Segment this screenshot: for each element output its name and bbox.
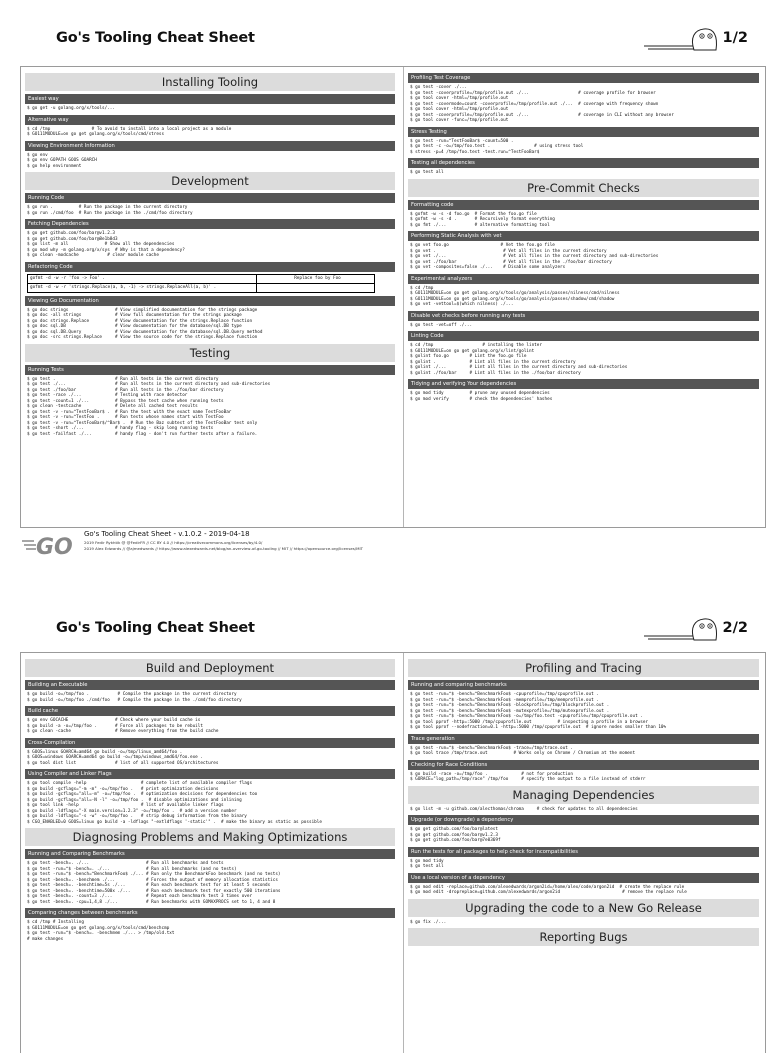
subsection-heading-refactoring-code: Refactoring Code xyxy=(25,262,395,272)
refactor-table xyxy=(27,274,375,293)
code-block: $ go test -run=^TestFooBar$ -count=500 . $ go test -c -o=/tmp/foo.test . # using stress tool $ stress -p=4 /tmp/foo.test -test.run=^TestFooBar$ xyxy=(410,138,584,155)
section-heading-development: Development xyxy=(25,172,395,190)
subsection-heading-experimental-analyzers: Experimental analyzers xyxy=(408,274,759,284)
page-number: 2/2 xyxy=(722,620,748,636)
section-heading-managing-dependencies: Managing Dependencies xyxy=(408,786,759,804)
subsection-heading-stress-testing: Stress Testing xyxy=(408,127,759,137)
right-column xyxy=(408,71,759,405)
go-logo-icon xyxy=(22,532,78,558)
table-cell-description: Replace foo by Foo xyxy=(294,275,341,281)
footer xyxy=(22,530,742,566)
subsection-heading-alternative-way: Alternative way xyxy=(25,115,395,125)
column-divider xyxy=(403,67,404,527)
left-column xyxy=(25,71,395,440)
code-block: $ go mod edit -replace=github.com/alexedwards/argon2id=/home/alex/code/argon2id # create the replace rule $ go mod edit -dropreplace=github.com/alexedwards/argon2id # remove the replace rule xyxy=(410,884,687,895)
code-block: $ go env $ go env GOPATH GOOS GOARCH $ go help environment xyxy=(27,152,97,169)
code-block: $ go run . # Run the package in the current directory $ go run ./cmd/foo # Run the package in the ./cmd/foo directory xyxy=(27,205,193,216)
footer-credit-2: 2019 Alex Edwards // @ajmedwards // https://www.alexedwards.net/blog/an-overview-of-go-tooling // MIT // https://opensource.org/licenses/MIT xyxy=(84,546,363,551)
page-number: 1/2 xyxy=(722,30,748,46)
gopher-icon xyxy=(644,26,724,52)
subsection-heading-build-cache: Build cache xyxy=(25,706,395,716)
column-divider xyxy=(403,653,404,1053)
subsection-heading-trace-generation: Trace generation xyxy=(408,734,759,744)
footer-title: Go's Tooling Cheat Sheet - v.1.0.2 - 2019-04-18 xyxy=(84,530,250,538)
subsection-heading-using-compiler-and-linker-flags: Using Compiler and Linker Flags xyxy=(25,769,395,779)
code-block: $ go list -m -u github.com/alecthomas/chroma # check for updates to all dependencies xyxy=(410,806,638,812)
code-block: $ go test -bench=. ./... # Run all benchmarks and tests $ go test -run=^$ -bench=. ./... # Run all benchmarks (and no tests) $ go test -run=^$ -bench=^BenchmarkFoo$ ./... # Run only the BenchmarkFoo benchmark (and no tests) $ go test -bench=. -benchmem ./... # Forces the output of memory allocation statistics $ go test -bench=. -benchtime=5s ./... # Run each benchmark test for at least 5 seconds $ go test -bench=. -benchtime=500x ./... # Run each benchmark test for exactly 500 iterations $ go test -bench=. -count=3 ./... # Repeat each benchmark test 3 times over $ go test -bench=. -cpu=1,4,8 ./... # Run benchmarks with GOMAXPROCS set to 1, 4 and 8 xyxy=(27,861,281,905)
code-block: $ go env GOCACHE # Check where your build cache is $ go build -a -o=/tmp/foo . # Force all packages to be rebuilt $ go clean -cache # Remove everything from the build cache xyxy=(27,718,219,734)
page-title: Go's Tooling Cheat Sheet xyxy=(56,30,255,46)
code-block: $ cd /tmp # installing the linter $ GO111MODULE=on go get golang.org/x/lint/golint $ golint foo.go # Lint the foo.go file $ golint . # Lint all files in the current directory $ golint ./... # Lint all files in the current directory and sub-directories $ golint ./foo/bar # Lint all files in the ./foo/bar directory xyxy=(410,343,628,376)
code-block: $ go vet foo.go # Vet the foo.go file $ go vet . # Vet all files in the current directory $ go vet ./... # Vet all files in the current directory and sub-directories $ go vet ./foo/bar # Vet all files in the ./foo/bar directory $ go vet -composites=false ./... # Disable some analyzers xyxy=(410,243,659,270)
footer-credit-1: 2019 Fedir Rykhtik @ @FedirFR // CC BY 4.0 // https://creativecommons.org/licenses/by/4.0/ xyxy=(84,540,263,545)
section-heading-diagnosing-problems-and-making-optimizat: Diagnosing Problems and Making Optimizations xyxy=(25,828,395,846)
code-block: $ go test -vet=off ./... xyxy=(410,322,473,328)
subsection-heading-formatting-code: Formatting code xyxy=(408,200,759,210)
code-block: $ go test . # Run all tests in the current directory $ go test ./... # Run all tests in the current directory and sub-directories $ go test ./foo/bar # Run all tests in the ./foo/bar directory $ go test -race ./... # Testing with race detector $ go test -count=1 ./... # Bypass the test cache when running tests $ go clean -testcache # Delete all cached test results $ go test -v -run=^TestFooBar$ . # Run the test with the exact name TestFooBar $ go test -v -run=^TestFoo . # Run tests whose names start with TestFoo $ go test -v -run=^TestFooBar$/^Bar$ . # Run the Baz subtest of the TestFooBar test only $ go test -short ./... # handy flag - skip long running tests $ go test -failfast ./... # handy flag - don't run further tests after a failure. xyxy=(27,376,271,437)
subsection-heading-running-and-comparing-benchmarks: Running and Comparing Benchmarks xyxy=(25,849,395,859)
svg-text:GO: GO xyxy=(36,535,73,558)
subsection-heading-cross-compilation: Cross-Compilation xyxy=(25,738,395,748)
table-row xyxy=(28,283,374,292)
code-block: $ go build -race -o=/tmp/foo . # not for production $ GORACE="log_path=/tmp/race" /tmp/foo # specify the output to a file instead of stderr xyxy=(410,771,646,782)
code-block: $ cd /tmp # Installing $ GO111MODULE=on go get golang.org/x/tools/cmd/benchcmp $ go test -run=^$ -bench=. -benchmem ./... > /tmp/old.txt # make changes xyxy=(27,920,175,942)
subsection-heading-easiest-way: Easiest way xyxy=(25,94,395,104)
subsection-heading-viewing-go-documentation: Viewing Go Documentation xyxy=(25,296,395,306)
subsection-heading-running-code: Running Code xyxy=(25,193,395,203)
subsection-heading-tidying-and-verifying-your-dependencies: Tidying and verifying Your dependencies xyxy=(408,379,759,389)
table-cell-command: gofmt -d -w -r 'foo -> Foo' . xyxy=(28,275,257,283)
code-block: $ go test -cover ./... $ go test -coverprofile=/tmp/profile.out ./... # coverage profile for browser $ go tool cover -html=/tmp/profile.out $ go test -covermode=count -coverprofile=/tmp/profile.out ./... # coverage with frequency shown $ go tool cover -html=/tmp/profile.out $ go test -coverprofile=/tmp/profile.out ./... # coverage in CLI without any browser $ go tool cover -func=/tmp/profile.out xyxy=(410,85,674,123)
code-block: $ go test -run=^$ -bench=^BenchmarkFoo$ -trace=/tmp/trace.out . $ go tool trace /tmp/trace.out # Works only on Chrome / Chromium at the moment xyxy=(410,745,636,756)
code-block: $ cd /tmp $ GO111MODULE=on go get golang.org/x/tools/go/analysis/passes/nilness/cmd/nilness $ GO111MODULE=on go get golang.org/x/tools/go/analysis/passes/shadow/cmd/shadow $ go vet -vettool=$(which nilness) ./... xyxy=(410,285,620,307)
code-block: $ go mod tidy $ go test all xyxy=(410,858,444,869)
code-block: $ go mod tidy # prune any unused dependencies $ go mod verify # check the dependencies' hashes xyxy=(410,391,553,402)
subsection-heading-run-the-tests-for-all-packages-to-help-c: Run the tests for all packages to help check for incompatibilities xyxy=(408,847,759,857)
subsection-heading-use-a-local-version-of-a-dependency: Use a local version of a dependency xyxy=(408,873,759,883)
subsection-heading-testing-all-dependencies: Testing all dependencies xyxy=(408,158,759,168)
section-heading-testing: Testing xyxy=(25,344,395,362)
code-block: $ gofmt -w -s -d foo.go # Format the foo.go file $ gofmt -w -s -d . # Recursively format everything $ go fmt ./... # alternative formatting tool xyxy=(410,211,555,228)
section-heading-upgrading-the-code-to-a-new-go-release: Upgrading the code to a New Go Release xyxy=(408,899,759,917)
subsection-heading-profiling-test-coverage: Profiling Test Coverage xyxy=(408,73,759,83)
code-block: $ go get github.com/foo/bar@latest $ go get github.com/foo/bar@v1.2.3 $ go get github.com/foo/bar@7e0369f xyxy=(410,827,501,843)
code-block: $ GOOS=linux GOARCH=amd64 go build -o=/tmp/linux_amd64/foo . $ GOOS=windows GOARCH=amd64 go build -o=/tmp/windows_amd64/foo.exe . $ go tool dist list # list of all supported OS/architectures xyxy=(27,749,219,766)
subsection-heading-running-tests: Running Tests xyxy=(25,365,395,375)
subsection-heading-disable-vet-checks-before-running-any-te: Disable vet checks before running any tests xyxy=(408,311,759,321)
subsection-heading-comparing-changes-between-benchmarks: Comparing changes between benchmarks xyxy=(25,908,395,918)
section-heading-profiling-and-tracing: Profiling and Tracing xyxy=(408,659,759,677)
content-frame xyxy=(20,652,766,1053)
code-block: $ go get -u golang.org/x/tools/... xyxy=(27,106,115,111)
code-block: $ go tool compile -help # complete list of available compiler flags $ go build -gcflags="-m -m" -o=/tmp/foo . # print optimization decisions $ go build -gcflags="all=-m" -o=/tmp/foo . # optimization decisions for dependencies too $ go build -gcflags="all=-N -l" -o=/tmp/foo . # disable optimizations and inlining $ go tool link -help # list of available linker flags $ go build -ldflags="-X main.version=1.2.3" -o=/tmp/foo . # add a version number $ go build -ldflags="-s -w" -o=/tmp/foo . # strip debug information from the binary $ CGO_ENABLED=0 GOOS=linux go build -a -ldflags "-extldflags '-static'" . # make the binary as static as possible xyxy=(27,781,322,825)
subsection-heading-building-an-executable: Building an Executable xyxy=(25,680,395,690)
code-block: $ go fix ./... xyxy=(410,919,447,925)
content-frame xyxy=(20,66,766,528)
left-column xyxy=(25,657,395,945)
table-cell-description xyxy=(257,284,374,292)
page-title: Go's Tooling Cheat Sheet xyxy=(56,620,255,636)
code-block: $ go test -run=^$ -bench=^BenchmarkFoo$ -cpuprofile=/tmp/cpuprofile.out . $ go test -run=^$ -bench=^BenchmarkFoo$ -memprofile=/tmp/memprofile.out . $ go test -run=^$ -bench=^BenchmarkFoo$ -blockprofile=/tmp/blockprofile.out . $ go test -run=^$ -bench=^BenchmarkFoo$ -mutexprofile=/tmp/mutexprofile.out . $ go test -run=^$ -bench=^BenchmarkFoo$ -o=/tmp/foo.test -cpuprofile=/tmp/cpuprofile.out . $ go tool pprof -http=:5000 /tmp/cpuprofile.out # inspecting a profile in a browser $ go tool pprof --nodefraction=0.1 -http=:5000 /tmp/cpuprofile.out # ignore nodes smaller than 10% xyxy=(410,692,667,730)
section-heading-reporting-bugs: Reporting Bugs xyxy=(408,928,759,946)
page-header xyxy=(0,590,768,636)
code-block: $ go get github.com/foo/bar@v1.2.3 $ go get github.com/foo/bar@8e1b8d3 $ go list -m all # Show all the dependencies $ go mod why -m golang.org/x/sys # Why is that a dependency? $ go clean -modcache # clear module cache xyxy=(27,231,185,258)
section-heading-installing-tooling: Installing Tooling xyxy=(25,73,395,91)
page-header xyxy=(0,0,768,46)
code-block: $ go build -o=/tmp/foo . # Compile the package in the current directory $ go build -o=/tmp/foo ./cmd/foo # Compile the package in the ./cmd/foo directory xyxy=(27,692,242,703)
table-cell-command: gofmt -d -w -r 'strings.Replace(a, b, -1) -> strings.ReplaceAll(a, b)' . xyxy=(28,284,257,292)
right-column xyxy=(408,657,759,949)
section-heading-build-and-deployment: Build and Deployment xyxy=(25,659,395,677)
gopher-icon xyxy=(644,616,724,642)
subsection-heading-viewing-environment-information: Viewing Environment Information xyxy=(25,141,395,151)
section-heading-pre-commit-checks: Pre-Commit Checks xyxy=(408,179,759,197)
subsection-heading-upgrade-or-downgrade-a-dependency: Upgrade (or downgrade) a dependency xyxy=(408,815,759,825)
page-2 xyxy=(0,590,768,1024)
table-row xyxy=(28,275,374,283)
subsection-heading-running-and-comparing-benchmarks: Running and comparing benchmarks xyxy=(408,680,759,690)
code-block: $ go doc strings # View simplified documentation for the strings package $ go doc -all strings # View full documentation for the strings package $ go doc strings.Replace # View documentation for the strings.Replace function $ go doc sql.DB # View documentation for the database/sql.DB type $ go doc sql.DB.Query # View documentation for the database/sql.DB.Query method $ go doc -src strings.Replace # View the source code for the strings.Replace function xyxy=(27,307,263,340)
code-block: $ go test all xyxy=(410,170,444,175)
subsection-heading-fetching-dependencies: Fetching Dependencies xyxy=(25,219,395,229)
subsection-heading-checking-for-race-conditions: Checking for Race Conditions xyxy=(408,760,759,770)
subsection-heading-linting-code: Linting Code xyxy=(408,331,759,341)
subsection-heading-performing-static-analysis-with-vet: Performing Static Analysis with vet xyxy=(408,231,759,241)
code-block: $ cd /tmp # To avoid to install into a local project as a module $ GO111MODULE=on go get golang.org/x/tools/cmd/stress xyxy=(27,126,232,137)
